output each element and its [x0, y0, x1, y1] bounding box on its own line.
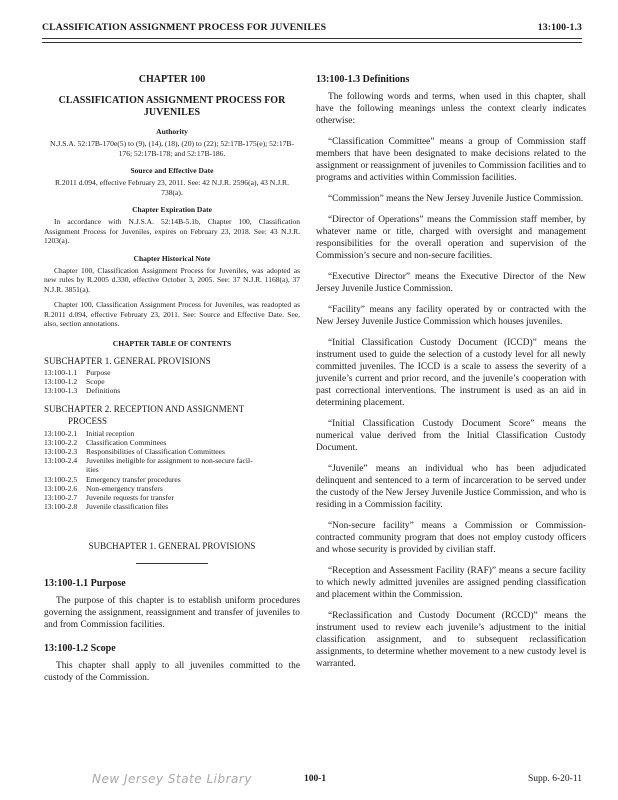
authority-heading: Authority — [156, 127, 188, 136]
toc-subchapter-2: SUBCHAPTER 2. RECEPTION AND ASSIGNMENT — [44, 403, 245, 414]
source-heading: Source and Effective Date — [130, 166, 214, 175]
page-footer — [42, 774, 582, 788]
section-1-1-text: The purpose of this chapter is to establish uniform procedures governing the assignment, reassignment and transfer of juveniles to and from Commission facilities. — [44, 596, 300, 631]
chapter-number: CHAPTER 100 — [138, 74, 206, 85]
authority-text: N.J.S.A. 52:17B-170e(5) to (9), (14), (18), (20) to (22); 52:17B-175(e); 52:17B-176; 52:17B-178; and 52:17B-186. — [49, 139, 295, 158]
definition-facility: “Facility” means any facility operated by or contracted with the New Jersey Juvenile Justice Commission which houses juveniles. — [316, 305, 586, 327]
definition-iccd-score: “Initial Classification Custody Document Score” means the numerical value derived from the Initial Classification Custody Document. — [316, 419, 586, 453]
header-rule-bottom — [42, 42, 582, 43]
toc-entry: 13:100-1.2 Scope — [44, 377, 105, 387]
toc-subchapter-2-continued: PROCESS — [68, 416, 108, 427]
section-1-1-heading: 13:100-1.1 Purpose — [44, 578, 126, 590]
toc-entry: 13:100-2.2 Classification Committees — [44, 437, 167, 447]
history-heading: Chapter Historical Note — [133, 253, 211, 263]
supplement-date: Supp. 6-20-11 — [527, 774, 582, 784]
definition-executive-director: “Executive Director” means the Executive Director of the New Jersey Juvenile Justice Commission. — [316, 272, 586, 294]
page-number: 100-1 — [304, 774, 327, 784]
toc-entry: 13:100-1.3 Definitions — [44, 386, 121, 396]
section-divider — [136, 563, 208, 564]
definition-commission: “Commission” means the New Jersey Juvenile Justice Commission. — [328, 194, 584, 204]
section-1-3-heading: 13:100-1.3 Definitions — [316, 74, 410, 85]
toc-entry: 13:100-2.7 Juvenile requests for transfer — [44, 493, 174, 503]
section-1-2-heading: 13:100-1.2 Scope — [44, 643, 116, 655]
definitions-intro: The following words and terms, when used in this chapter, shall have the following meanings unless the context clearly indicates otherwise: — [316, 92, 586, 126]
library-watermark-logo: New Jersey State Library — [92, 772, 252, 786]
subchapter-1-heading: SUBCHAPTER 1. GENERAL PROVISIONS — [88, 541, 256, 552]
definition-juvenile: “Juvenile” means an individual who has been adjudicated delinquent and sentenced to a term of incarceration to be served under the custody of the New Jersey Juvenile Justice Commission, and who is residing in a Commission facility. — [316, 464, 586, 510]
toc-entry: 13:100-2.4 Juveniles ineligible for assignment to non-secure facil- — [44, 456, 253, 466]
definition-director-of-operations: “Director of Operations” means the Commission staff member, by whatever name or title, charged with oversight and management responsibilities for the overall operation and supervision of the Commission’s secure and non-secure facilities. — [316, 215, 586, 261]
toc-entry: 13:100-2.5 Emergency transfer procedures — [44, 474, 181, 484]
toc-list-subchapter-2 — [44, 429, 300, 512]
definition-iccd: “Initial Classification Custody Document (ICCD)” means the instrument used to guide the selection of a custody level for all newly committed juveniles. The ICCD is a scale to assess the severity of a juvenile’s current and prior record, and the juvenile’s cooperation with past correctional interventions. The instrument is used as an aid in determining placement. — [316, 338, 586, 408]
section-1-2-text: This chapter shall apply to all juveniles committed to the custody of the Commission. — [44, 661, 300, 684]
header-rule-top — [42, 38, 582, 39]
definition-raf: “Reception and Assessment Facility (RAF)” means a secure facility to which newly admitted juveniles are assigned pending classification and placement within the Commission. — [316, 566, 586, 600]
toc-heading: CHAPTER TABLE OF CONTENTS — [112, 338, 232, 348]
running-header — [42, 22, 582, 36]
right-column — [316, 74, 586, 679]
toc-entry: 13:100-2.8 Juvenile classification files — [44, 502, 169, 512]
chapter-title: CLASSIFICATION ASSIGNMENT PROCESS FOR JUVENILES — [58, 95, 286, 118]
toc-entry: 13:100-2.1 Initial reception — [44, 428, 135, 438]
header-section-number: 13:100-1.3 — [537, 22, 582, 33]
toc-subchapter-1: SUBCHAPTER 1. GENERAL PROVISIONS — [44, 355, 211, 366]
expiration-heading: Chapter Expiration Date — [132, 205, 212, 214]
toc-list-subchapter-1 — [44, 368, 300, 396]
definition-classification-committee: “Classification Committee” means a group of Commission staff members that have been designated to make decisions related to the assignment or reassignment of juveniles to Commission facilities and to programs and activities within Commission facilities. — [316, 137, 587, 183]
toc-entry: 13:100-1.1 Purpose — [44, 368, 111, 377]
left-column — [44, 74, 300, 696]
toc-entry: 13:100-2.3 Responsibilities of Classification Committees — [44, 447, 225, 457]
history-paragraph-2: Chapter 100, Classification Assignment Process for Juveniles, was readopted as R.2011 d.094, effective February 23, 2011. See: Source and Effective Date. See, also, section annotations. — [44, 300, 300, 328]
toc-entry-continued: ities — [86, 465, 99, 475]
definition-non-secure-facility: “Non-secure facility” means a Commission or Commission-contracted community program that does not employ custody officers and whose security is provided by civilian staff. — [316, 521, 586, 555]
history-paragraph-1: Chapter 100, Classification Assignment Process for Juveniles, was adopted as new rules by R.2005 d.330, effective October 3, 2005. See: 37 N.J.R. 1168(a), 37 N.J.R. 3851(a). — [44, 265, 300, 294]
source-text: R.2011 d.094, effective February 23, 2011. See: 42 N.J.R. 2596(a), 43 N.J.R. 738(a). — [54, 178, 290, 197]
toc-entry: 13:100-2.6 Non-emergency transfers — [44, 483, 163, 493]
definition-rccd: “Reclassification and Custody Document (RCCD)” means the instrument used to review each juvenile’s adjustment to the initial classification assignment, and to subsequent reclassification assignments, to determine whether movement to a new custody level is warranted. — [316, 611, 586, 669]
header-title: CLASSIFICATION ASSIGNMENT PROCESS FOR JUVENILES — [42, 22, 327, 33]
expiration-text: In accordance with N.J.S.A. 52:14B-5.1b, Chapter 100, Classification Assignment Process for Juveniles, expires on February 23, 2018. See: 43 N.J.R. 1203(a). — [44, 217, 300, 245]
